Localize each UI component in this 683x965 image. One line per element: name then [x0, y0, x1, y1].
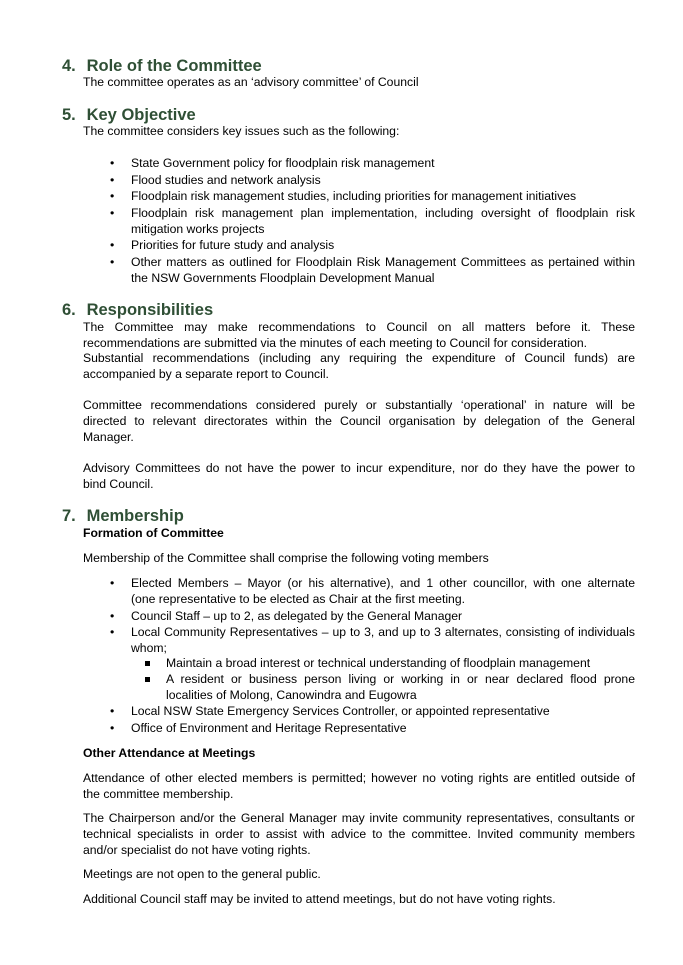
bullet-icon: • — [110, 576, 115, 590]
section-4-text: The committee operates as an ‘advisory committee’ of Council — [83, 75, 419, 89]
paragraph-line: accompanied by a separate report to Council. — [83, 367, 329, 381]
list-item-text: Council Staff – up to 2, as delegated by the General Manager — [131, 609, 463, 623]
list-item-text: mitigation works projects — [131, 221, 265, 236]
list-item — [110, 721, 635, 737]
sub-list-item — [166, 672, 635, 703]
bullet-icon: • — [110, 704, 115, 718]
list-item — [110, 238, 635, 254]
list-item — [110, 609, 635, 625]
bullet-icon: • — [110, 238, 115, 252]
bullet-icon: • — [110, 189, 115, 203]
list-item-text: State Government policy for floodplain risk management — [131, 156, 435, 170]
section-6-heading — [62, 300, 213, 320]
square-bullet-icon — [145, 677, 150, 682]
section-title: Membership — [86, 507, 184, 525]
paragraph-line: The Committee may make recommendations to Council on all matters before it. These — [83, 320, 635, 334]
section-number: 7. — [62, 507, 76, 525]
paragraph-line: Substantial recommendations (including any requiring the expenditure of Council funds) are — [83, 351, 635, 365]
paragraph-line: Manager. — [83, 430, 134, 444]
list-item-text: Flood studies and network analysis — [131, 173, 321, 187]
paragraph-line: directed to relevant directorates within the Council organisation by delegation of the General — [83, 414, 635, 428]
paragraph-line: and/or specialist do not have voting rights. — [83, 843, 311, 857]
list-item-text: (one representative to be elected as Chair at the first meeting. — [131, 591, 465, 606]
list-item — [110, 189, 635, 205]
list-item-text: Other matters as outlined for Floodplain Risk Management Committees as pertained within — [131, 255, 635, 269]
section-title: Key Objective — [86, 106, 196, 124]
list-item-text: Office of Environment and Heritage Representative — [131, 721, 407, 735]
paragraph-line: technical specialists in order to assist with advice to the committee. Invited community members — [83, 827, 635, 841]
formation-intro: Membership of the Committee shall comprise the following voting members — [83, 551, 489, 565]
list-item-text: Local NSW State Emergency Services Controller, or appointed representative — [131, 704, 550, 718]
bullet-icon: • — [110, 173, 115, 187]
list-item-text: whom; — [131, 640, 167, 655]
paragraph-line: the committee membership. — [83, 787, 234, 801]
section-number: 6. — [62, 301, 76, 319]
bullet-icon: • — [110, 609, 115, 623]
other-attendance-subheading: Other Attendance at Meetings — [83, 746, 256, 760]
list-item-text: Local Community Representatives – up to 3, and up to 3 alternates, consisting of individuals — [131, 625, 635, 639]
section-number: 4. — [62, 57, 76, 75]
paragraph-line: recommendations are submitted via the minutes of each meeting to Council for consideration. — [83, 336, 588, 350]
list-item-text: Maintain a broad interest or technical understanding of floodplain management — [166, 656, 591, 670]
bullet-icon: • — [110, 156, 115, 170]
bullet-icon: • — [110, 255, 115, 269]
list-item — [110, 576, 635, 607]
bullet-icon: • — [110, 721, 115, 735]
bullet-icon: • — [110, 625, 115, 639]
paragraph-line: Additional Council staff may be invited to attend meetings, but do not have voting rights. — [83, 892, 556, 906]
list-item — [110, 156, 635, 172]
section-title: Responsibilities — [86, 301, 214, 319]
list-item — [110, 206, 635, 237]
square-bullet-icon — [145, 661, 150, 666]
list-item — [110, 625, 635, 656]
paragraph-line: Attendance of other elected members is permitted; however no voting rights are entitled outside of — [83, 771, 635, 785]
list-item-text: localities of Molong, Canowindra and Eugowra — [166, 687, 417, 702]
list-item — [110, 255, 635, 286]
paragraph-line: bind Council. — [83, 477, 154, 491]
section-5-intro: The committee considers key issues such as the following: — [83, 124, 400, 138]
section-7-heading — [62, 506, 184, 526]
paragraph-line: Meetings are not open to the general public. — [83, 867, 321, 881]
list-item-text: Priorities for future study and analysis — [131, 238, 335, 252]
paragraph-line: The Chairperson and/or the General Manager may invite community representatives, consultants or — [83, 811, 635, 825]
section-title: Role of the Committee — [86, 57, 262, 75]
paragraph-line: Committee recommendations considered purely or substantially ‘operational’ in nature will be — [83, 398, 635, 412]
list-item-text: A resident or business person living or working in or near declared flood prone — [166, 672, 635, 686]
section-5-heading — [62, 105, 196, 125]
bullet-icon: • — [110, 206, 115, 220]
list-item-text: Elected Members – Mayor (or his alternative), and 1 other councillor, with one alternate — [131, 576, 635, 590]
list-item-text: the NSW Governments Floodplain Development Manual — [131, 270, 435, 285]
paragraph-line: Advisory Committees do not have the power to incur expenditure, nor do they have the power to — [83, 461, 635, 475]
sub-list-item — [166, 656, 635, 672]
list-item — [110, 704, 635, 720]
list-item-text: Floodplain risk management plan implementation, including oversight of floodplain risk — [131, 206, 635, 220]
list-item-text: Floodplain risk management studies, including priorities for management initiatives — [131, 189, 577, 203]
section-4-heading — [62, 56, 262, 76]
section-number: 5. — [62, 106, 76, 124]
formation-subheading: Formation of Committee — [83, 526, 224, 540]
list-item — [110, 173, 635, 189]
